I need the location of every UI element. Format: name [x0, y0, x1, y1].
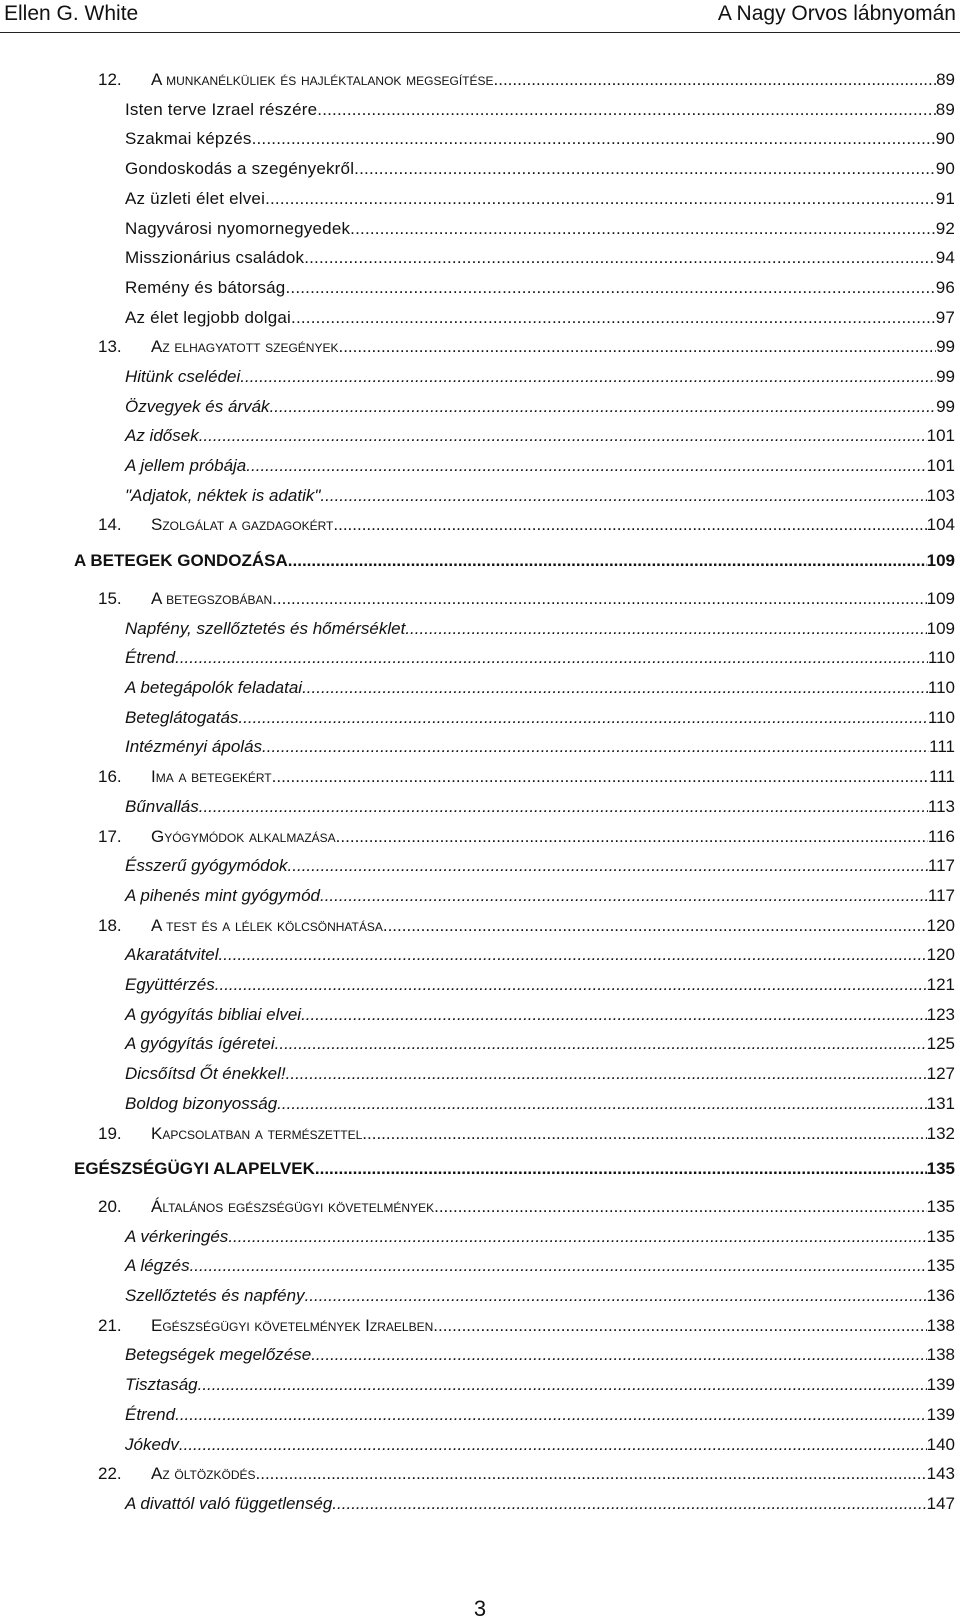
toc-dot-leader [252, 129, 936, 149]
toc-entry-title: A munkanélküliek és hajléktalanok megsegítése [151, 70, 494, 89]
toc-subentry[interactable] [125, 886, 955, 906]
toc-entry-title: Misszionárius családok [125, 248, 305, 267]
toc-chapter-number: 20. [98, 1197, 122, 1216]
toc-entry-title: Általános egészségügyi követelmények [151, 1197, 435, 1216]
toc-dot-leader [175, 1405, 927, 1425]
toc-entry-title: Jókedv [125, 1435, 179, 1454]
toc-dot-leader [198, 1375, 927, 1395]
toc-chapter-number: 19. [98, 1124, 122, 1143]
toc-chapter-number: 15. [98, 589, 122, 608]
toc-dot-leader [285, 278, 935, 298]
toc-page-number: 117 [927, 886, 955, 905]
toc-dot-leader [317, 100, 935, 120]
toc-chapter-number: 18. [98, 916, 122, 935]
toc-page-number: 147 [926, 1494, 955, 1513]
toc-entry-title: Betegségek megelőzése [125, 1345, 312, 1364]
toc-subentry[interactable] [125, 975, 955, 995]
toc-entry-title: Szellőztetés és napfény [125, 1286, 305, 1305]
toc-dot-leader [219, 945, 927, 965]
toc-entry-title: Akaratátvitel [125, 945, 219, 964]
toc-entry-title: Tisztaság [125, 1375, 198, 1394]
toc-chapter-number: 12. [98, 70, 122, 89]
toc-entry-title: A pihenés mint gyógymód [125, 886, 320, 905]
toc-dot-leader [199, 426, 927, 446]
toc-dot-leader [320, 486, 926, 506]
toc-entry-title: Egészségügyi követelmények Izraelben [151, 1316, 434, 1335]
toc-entry-title: Özvegyek és árvák [125, 397, 270, 416]
toc-page-number: 90 [935, 129, 955, 148]
toc-chapter-entry[interactable] [98, 515, 955, 535]
toc-entry-title: A betegszobában [151, 589, 273, 608]
toc-page-number: 127 [926, 1064, 955, 1083]
toc-dot-leader [291, 308, 936, 328]
toc-chapter-entry[interactable] [98, 589, 955, 609]
toc-dot-leader [304, 248, 935, 268]
toc-page-number: 99 [936, 337, 955, 356]
toc-page-number: 96 [935, 278, 955, 297]
toc-chapter-number: 16. [98, 767, 122, 786]
header-author: Ellen G. White [4, 2, 139, 25]
toc-entry-title: Az élet legjobb dolgai [125, 308, 292, 327]
toc-entry-title: A test és a lélek kölcsönhatása [151, 916, 383, 935]
toc-entry-title: A divattól való függetlenség [125, 1494, 333, 1513]
toc-chapter-number: 22. [98, 1464, 122, 1483]
toc-dot-leader [175, 648, 928, 668]
toc-page-number: 132 [926, 1124, 955, 1143]
toc-part-heading[interactable] [74, 551, 955, 571]
toc-page-number: 125 [926, 1034, 955, 1053]
toc-page-number: 89 [936, 70, 955, 89]
toc-dot-leader [315, 1159, 927, 1179]
toc-entry-title: "Adjatok, néktek is adatik" [125, 486, 321, 505]
toc-subentry[interactable] [125, 189, 955, 209]
toc-dot-leader [277, 1094, 926, 1114]
toc-page-number: 90 [935, 159, 955, 178]
toc-entry-title: A jellem próbája [125, 456, 247, 475]
toc-entry-title: A gyógyítás bibliai elvei [125, 1005, 302, 1024]
toc-page-number: 111 [929, 737, 955, 756]
toc-page-number: 97 [935, 308, 955, 327]
toc-entry-title: A betegápolók feladatai [125, 678, 303, 697]
toc-page-number: 117 [927, 856, 955, 875]
toc-entry-title: Hitünk cselédei [125, 367, 241, 386]
toc-dot-leader [362, 1124, 926, 1144]
toc-page-number: 131 [926, 1094, 955, 1113]
toc-dot-leader [199, 797, 928, 817]
toc-entry-title: Az idősek [125, 426, 199, 445]
toc-dot-leader [275, 1034, 927, 1054]
toc-page-number: 113 [927, 797, 955, 816]
toc-subentry[interactable] [125, 737, 955, 757]
toc-dot-leader [265, 189, 936, 209]
toc-subentry[interactable] [125, 308, 955, 328]
toc-entry-title: Étrend [125, 1405, 176, 1424]
toc-page-number: 109 [926, 551, 955, 570]
toc-dot-leader [262, 737, 929, 757]
toc-entry-title: Együttérzés [125, 975, 215, 994]
toc-page-number: 103 [926, 486, 955, 505]
toc-entry-title: A vérkeringés [125, 1227, 229, 1246]
toc-subentry[interactable] [125, 219, 955, 239]
toc-subentry[interactable] [125, 100, 955, 120]
toc-dot-leader [286, 1064, 927, 1084]
toc-page-number: 110 [927, 708, 955, 727]
toc-subentry[interactable] [125, 397, 955, 417]
toc-entry-title: Étrend [125, 648, 176, 667]
toc-chapter-entry[interactable] [98, 827, 955, 847]
toc-dot-leader [288, 551, 927, 571]
toc-dot-leader [494, 70, 937, 90]
toc-page-number: 101 [926, 456, 955, 475]
toc-dot-leader [246, 456, 926, 476]
toc-chapter-entry[interactable] [98, 337, 955, 357]
toc-dot-leader [333, 515, 926, 535]
toc-dot-leader [338, 337, 936, 357]
toc-page-number: 139 [926, 1405, 955, 1424]
toc-page-number: 138 [926, 1345, 955, 1364]
toc-entry-title: Beteglátogatás [125, 708, 239, 727]
toc-subentry[interactable] [125, 1375, 955, 1395]
toc-page-number: 135 [926, 1197, 955, 1216]
toc-subentry[interactable] [125, 619, 955, 639]
toc-subentry[interactable] [125, 1435, 955, 1455]
toc-dot-leader [270, 397, 937, 417]
toc-entry-title: Gyógymódok alkalmazása [151, 827, 336, 846]
toc-subentry[interactable] [125, 426, 955, 446]
toc-dot-leader [336, 827, 928, 847]
toc-page-number: 120 [926, 945, 955, 964]
toc-dot-leader [272, 767, 930, 787]
toc-subentry[interactable] [125, 1227, 955, 1247]
toc-dot-leader [302, 678, 928, 698]
toc-subentry[interactable] [125, 678, 955, 698]
toc-page-number: 143 [926, 1464, 955, 1483]
toc-page-number: 111 [929, 767, 955, 786]
toc-entry-title: Ima a betegekért [151, 767, 272, 786]
toc-subentry[interactable] [125, 1005, 955, 1025]
toc-entry-title: Dicsőítsd Őt énekkel! [125, 1064, 286, 1083]
toc-page-number: 120 [926, 916, 955, 935]
toc-subentry[interactable] [125, 1034, 955, 1054]
toc-page-number: 89 [935, 100, 955, 119]
toc-page-number: 139 [926, 1375, 955, 1394]
toc-entry-title: Bűnvallás [125, 797, 199, 816]
toc-part-heading[interactable] [74, 1159, 955, 1179]
toc-chapter-entry[interactable] [98, 1464, 955, 1484]
toc-entry-title: Kapcsolatban a természettel [151, 1124, 363, 1143]
toc-subentry[interactable] [125, 1345, 955, 1365]
toc-entry-title: Az üzleti élet elvei [125, 189, 266, 208]
toc-entry-title: Napfény, szellőztetés és hőmérséklet [125, 619, 406, 638]
toc-dot-leader [350, 219, 936, 239]
toc-page-number: 99 [936, 397, 955, 416]
toc-subentry[interactable] [125, 1286, 955, 1306]
toc-dot-leader [383, 916, 927, 936]
toc-dot-leader [301, 1005, 927, 1025]
toc-subentry[interactable] [125, 486, 955, 506]
toc-entry-title: A BETEGEK GONDOZÁSA [74, 551, 288, 570]
toc-page-number: 121 [926, 975, 955, 994]
toc-subentry[interactable] [125, 797, 955, 817]
toc-subentry[interactable] [125, 278, 955, 298]
toc-dot-leader [190, 1256, 927, 1276]
toc-chapter-number: 21. [98, 1316, 122, 1335]
toc-subentry[interactable] [125, 945, 955, 965]
toc-chapter-entry[interactable] [98, 1124, 955, 1144]
toc-page-number: 136 [926, 1286, 955, 1305]
toc-page-number: 92 [935, 219, 955, 238]
toc-dot-leader [332, 1494, 926, 1514]
toc-entry-title: A gyógyítás ígéretei [125, 1034, 275, 1053]
toc-dot-leader [311, 1345, 926, 1365]
toc-entry-title: Remény és bátorság [125, 278, 286, 297]
toc-page-number: 94 [935, 248, 955, 267]
toc-page-number: 91 [935, 189, 955, 208]
toc-chapter-entry[interactable] [98, 767, 955, 787]
toc-page-number: 109 [926, 619, 955, 638]
toc-page-number: 99 [936, 367, 955, 386]
toc-subentry[interactable] [125, 1094, 955, 1114]
toc-chapter-entry[interactable] [98, 1316, 955, 1336]
toc-subentry[interactable] [125, 456, 955, 476]
toc-entry-title: Az öltözködés [151, 1464, 256, 1483]
toc-chapter-number: 17. [98, 827, 122, 846]
toc-dot-leader [179, 1435, 927, 1455]
toc-page-number: 140 [926, 1435, 955, 1454]
toc-dot-leader [320, 886, 928, 906]
toc-chapter-number: 13. [98, 337, 122, 356]
toc-entry-title: Szakmai képzés [125, 129, 252, 148]
toc-dot-leader [354, 159, 936, 179]
toc-subentry[interactable] [125, 1405, 955, 1425]
toc-page-number: 110 [927, 648, 955, 667]
toc-entry-title: Nagyvárosi nyomornegyedek [125, 219, 351, 238]
toc-dot-leader [228, 1227, 926, 1247]
toc-entry-title: Az elhagyatott szegények [151, 337, 339, 356]
toc-subentry[interactable] [125, 648, 955, 668]
toc-dot-leader [405, 619, 926, 639]
toc-subentry[interactable] [125, 367, 955, 387]
toc-subentry[interactable] [125, 708, 955, 728]
toc-page-number: 101 [926, 426, 955, 445]
toc-dot-leader [215, 975, 927, 995]
toc-page-number: 138 [926, 1316, 955, 1335]
header-book-title: A Nagy Orvos lábnyomán [717, 2, 956, 25]
running-header [0, 0, 960, 33]
toc-entry-title: Ésszerű gyógymódok [125, 856, 288, 875]
toc-chapter-entry[interactable] [98, 70, 955, 90]
toc-page-number: 104 [926, 515, 955, 534]
toc-page-number: 135 [926, 1256, 955, 1275]
toc-page-number: 110 [927, 678, 955, 697]
toc-subentry[interactable] [125, 856, 955, 876]
toc-page-number: 123 [926, 1005, 955, 1024]
page-number: 3 [473, 1596, 487, 1621]
toc-dot-leader [256, 1464, 927, 1484]
toc-subentry[interactable] [125, 1256, 955, 1276]
toc-subentry[interactable] [125, 129, 955, 149]
toc-chapter-entry[interactable] [98, 916, 955, 936]
toc-dot-leader [240, 367, 936, 387]
toc-page-number: 135 [926, 1159, 955, 1178]
toc-entry-title: A légzés [125, 1256, 190, 1275]
toc-chapter-number: 14. [98, 515, 122, 534]
toc-page-number: 109 [926, 589, 955, 608]
toc-entry-title: Boldog bizonyosság [125, 1094, 278, 1113]
toc-entry-title: EGÉSZSÉGÜGYI ALAPELVEK [74, 1159, 315, 1178]
toc-dot-leader [272, 589, 926, 609]
toc-chapter-entry[interactable] [98, 1197, 955, 1217]
toc-entry-title: Intézményi ápolás [125, 737, 263, 756]
toc-subentry[interactable] [125, 1494, 955, 1514]
toc-entry-title: Szolgálat a gazdagokért [151, 515, 334, 534]
toc-page-number: 135 [926, 1227, 955, 1246]
toc-dot-leader [433, 1316, 926, 1336]
toc-subentry[interactable] [125, 1064, 955, 1084]
toc-dot-leader [288, 856, 928, 876]
toc-subentry[interactable] [125, 248, 955, 268]
toc-page-number: 116 [927, 827, 955, 846]
toc-dot-leader [238, 708, 927, 728]
toc-entry-title: Isten terve Izrael részére [125, 100, 318, 119]
toc-entry-title: Gondoskodás a szegényekről [125, 159, 355, 178]
toc-dot-leader [305, 1286, 927, 1306]
toc-subentry[interactable] [125, 159, 955, 179]
toc-dot-leader [434, 1197, 927, 1217]
